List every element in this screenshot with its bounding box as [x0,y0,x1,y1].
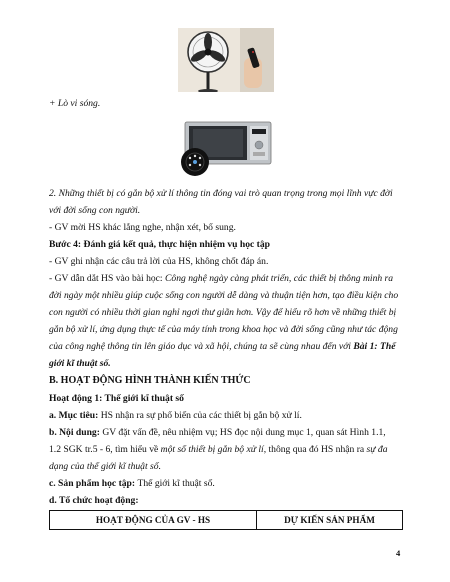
text-span: 1.2 SGK tr.5 - 6, tìm hiểu về [49,444,161,455]
text-line [49,341,395,353]
text-line: đời ngày một nhiều giúp cuộc sống con người dễ dàng và thuận tiện hơn, tạo điều kiện cho [49,290,399,301]
text-line: dạng của thế giới kĩ thuật số. [49,461,161,472]
text-span: HS nhận ra sự phổ biến của các thiết bị gắn bộ xử lí. [100,410,302,421]
text-span: Công nghệ ngày càng phát triển, các thiết bị thông minh ra [165,273,394,284]
text-line: 2. Những thiết bị có gắn bộ xử lí thông tin đóng vai trò quan trọng trong mọi lĩnh vực đời [49,188,393,199]
text-line: - GV mời HS khác lắng nghe, nhận xét, bổ sung. [49,222,236,233]
lesson-title-span: giới kĩ thuật số. [49,358,111,369]
label-span: c. Sản phẩm học tập: [49,478,138,489]
label-span: a. Mục tiêu: [49,410,101,421]
step-heading: Bước 4: Đánh giá kết quả, thực hiện nhiệm vụ học tập [49,239,270,250]
text-line: gắn bộ xử lí, ứng dụng thực tế của máy tính trong khoa học và đời sống cũng như tác động [49,324,398,335]
microwave-photo [177,118,275,178]
text-line [49,478,215,490]
activity-heading: Hoạt động 1: Thế giới kĩ thuật số [49,393,184,404]
label-span: b. Nội dung: [49,427,103,438]
text-line [49,427,386,439]
text-line: con người có nhiều thời gian nghỉ ngơi thư giãn hơn. Vậy để hiểu rõ hơn về những thiết bị [49,307,397,318]
text-line: + Lò vi sóng. [49,98,101,109]
text-span: , thông qua đó HS nhận ra [263,444,367,455]
text-line [49,444,388,456]
text-line: - GV ghi nhận các câu trả lời của HS, không chốt đáp án. [49,256,269,267]
table-header-san-pham: DỰ KIẾN SẢN PHẨM [284,515,375,525]
text-line: d. Tổ chức hoạt động: [49,495,139,506]
page-number: 4 [396,548,401,558]
text-line [49,273,393,285]
fan-remote-photo [178,28,274,92]
text-span: GV đặt vấn đề, nêu nhiệm vụ; HS đọc nội dung mục 1, quan sát Hình 1.1, [102,427,386,438]
table-header-gv-hs: HOẠT ĐỘNG CỦA GV - HS [50,511,257,529]
text-span: một số thiết bị gắn bộ xử lí [160,444,264,455]
text-span: - GV dẫn dắt HS vào bài học: [49,273,165,284]
text-line: với đời sống con người. [49,205,141,216]
lesson-title-span: Bài 1: Thế [353,341,396,352]
section-heading: B. HOẠT ĐỘNG HÌNH THÀNH KIẾN THỨC [49,375,251,386]
text-span: của công nghệ thông tin lên giáo dục và xã hội, chúng ta sẽ cùng nhau đến với [49,341,354,352]
text-span: Thế giới kĩ thuật số. [137,478,215,489]
text-line [49,410,302,422]
text-span: sự đa [366,444,388,455]
activity-table-header [49,510,403,530]
